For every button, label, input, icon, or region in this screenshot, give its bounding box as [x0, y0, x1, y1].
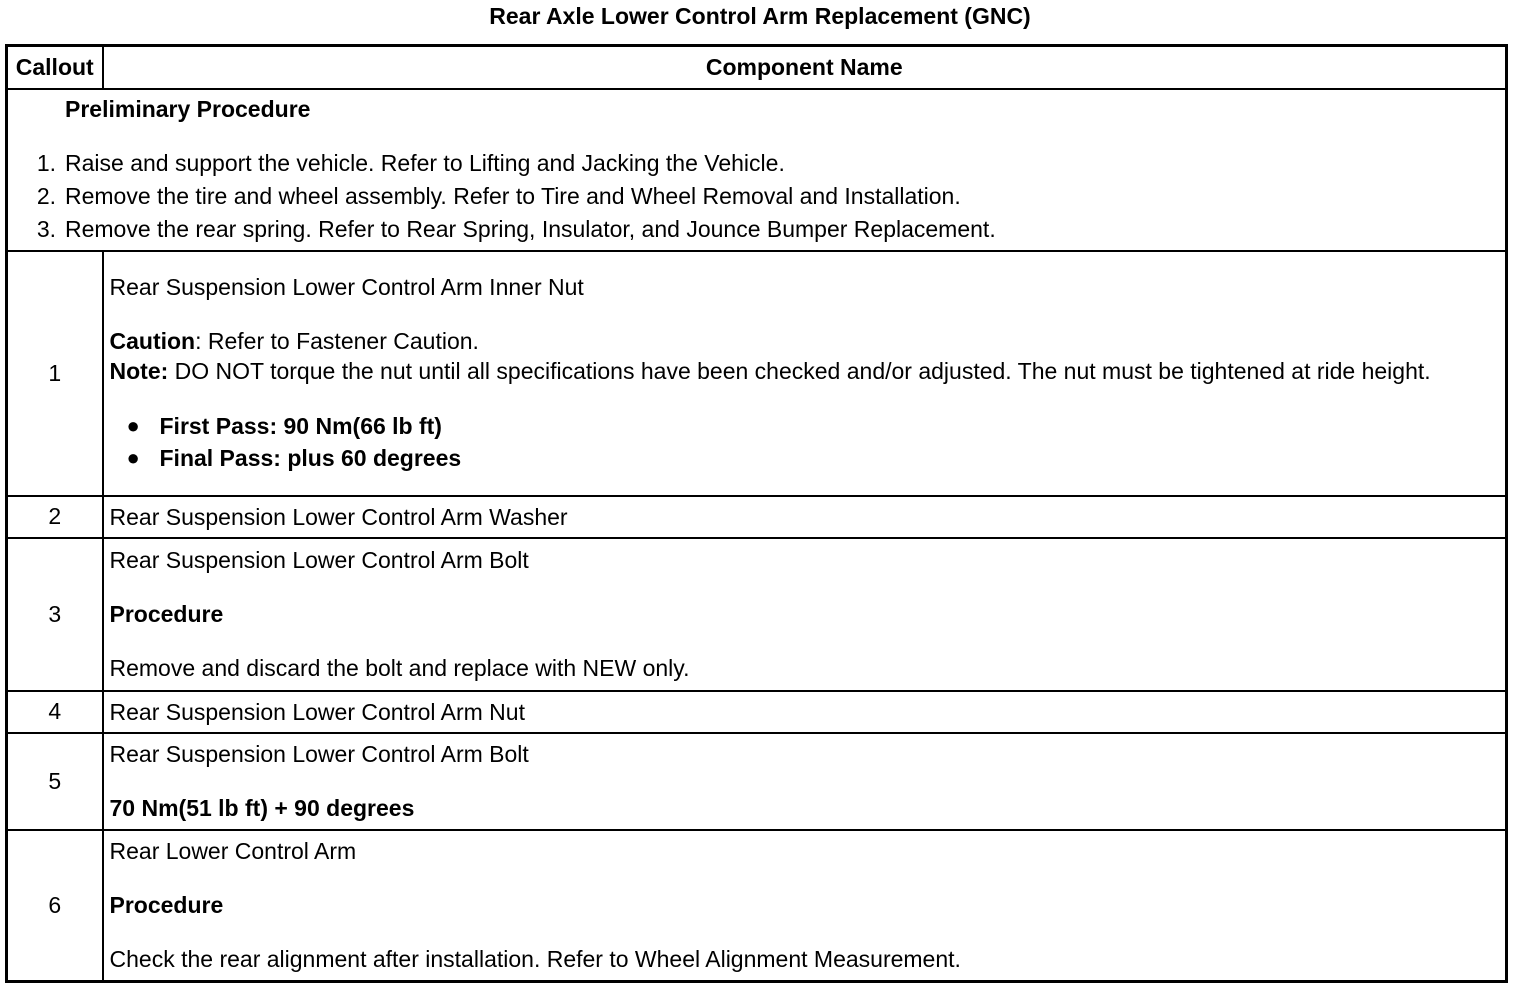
procedure-label: Procedure: [109, 892, 224, 919]
callout-number: 1: [7, 251, 103, 496]
procedure-text: Check the rear alignment after installation. Refer to Wheel Alignment Measurement.: [109, 946, 961, 973]
torque-pass: Final Pass: plus 60 degrees: [159, 445, 462, 471]
note-label: Note:: [109, 358, 169, 384]
preliminary-step: [8, 213, 1505, 246]
procedure-label: Procedure: [109, 601, 224, 627]
callout-number: 2: [7, 496, 103, 538]
page-title: Rear Axle Lower Control Arm Replacement (GNC): [489, 3, 1031, 29]
component-cell: [103, 251, 1507, 496]
table-row: [7, 830, 1507, 982]
step-number: 2.: [36, 183, 56, 209]
bullet-dot-icon: ●: [126, 413, 140, 438]
torque-passes-list: [110, 410, 1500, 474]
callout-number: 5: [7, 733, 103, 830]
preliminary-step: [8, 180, 1505, 213]
component-name: Rear Suspension Lower Control Arm Inner Nut: [109, 274, 584, 300]
note-line: [110, 356, 1500, 386]
torque-pass: First Pass: 90 Nm(66 lb ft): [159, 413, 442, 439]
caution-line: [110, 326, 1500, 356]
step-text: Remove the tire and wheel assembly. Refer to Tire and Wheel Removal and Installation.: [65, 183, 961, 209]
step-text: Remove the rear spring. Refer to Rear Spring, Insulator, and Jounce Bumper Replacement.: [65, 216, 996, 242]
preliminary-cell: [7, 89, 1507, 251]
component-cell: [103, 733, 1507, 830]
component-name: Rear Suspension Lower Control Arm Washer: [103, 496, 1507, 538]
step-number: 1.: [36, 150, 56, 176]
step-number: 3.: [36, 216, 56, 242]
bullet-dot-icon: ●: [126, 445, 140, 470]
component-name: Rear Lower Control Arm: [109, 838, 357, 865]
component-name-header: Component Name: [103, 46, 1507, 89]
callout-number: 4: [7, 691, 103, 733]
preliminary-step: [8, 147, 1505, 180]
table-row: [7, 733, 1507, 830]
caution-label: Caution: [109, 328, 196, 354]
table-row: [7, 496, 1507, 538]
preliminary-row: [7, 89, 1507, 251]
list-item: [110, 442, 1500, 474]
callout-number: 3: [7, 538, 103, 691]
note-text: DO NOT torque the nut until all specifications have been checked and/or adjusted. The nut must be tightened at ride height.: [168, 358, 1431, 384]
callout-header: Callout: [7, 46, 103, 89]
callout-number: 6: [7, 830, 103, 982]
caution-text: : Refer to Fastener Caution.: [195, 328, 479, 354]
step-text: Raise and support the vehicle. Refer to Lifting and Jacking the Vehicle.: [65, 150, 785, 176]
list-item: [110, 410, 1500, 442]
table-row: [7, 538, 1507, 691]
torque-spec: 70 Nm(51 lb ft) + 90 degrees: [109, 795, 415, 821]
component-table: [5, 44, 1508, 983]
component-cell: [103, 538, 1507, 691]
component-cell: [103, 830, 1507, 982]
component-name: Rear Suspension Lower Control Arm Bolt: [109, 741, 529, 767]
table-row: [7, 691, 1507, 733]
procedure-text: Remove and discard the bolt and replace with NEW only.: [109, 655, 690, 681]
component-name: Rear Suspension Lower Control Arm Bolt: [109, 547, 529, 573]
table-header-row: [7, 46, 1507, 89]
preliminary-heading: Preliminary Procedure: [65, 96, 311, 122]
table-row: [7, 251, 1507, 496]
component-name: Rear Suspension Lower Control Arm Nut: [103, 691, 1507, 733]
